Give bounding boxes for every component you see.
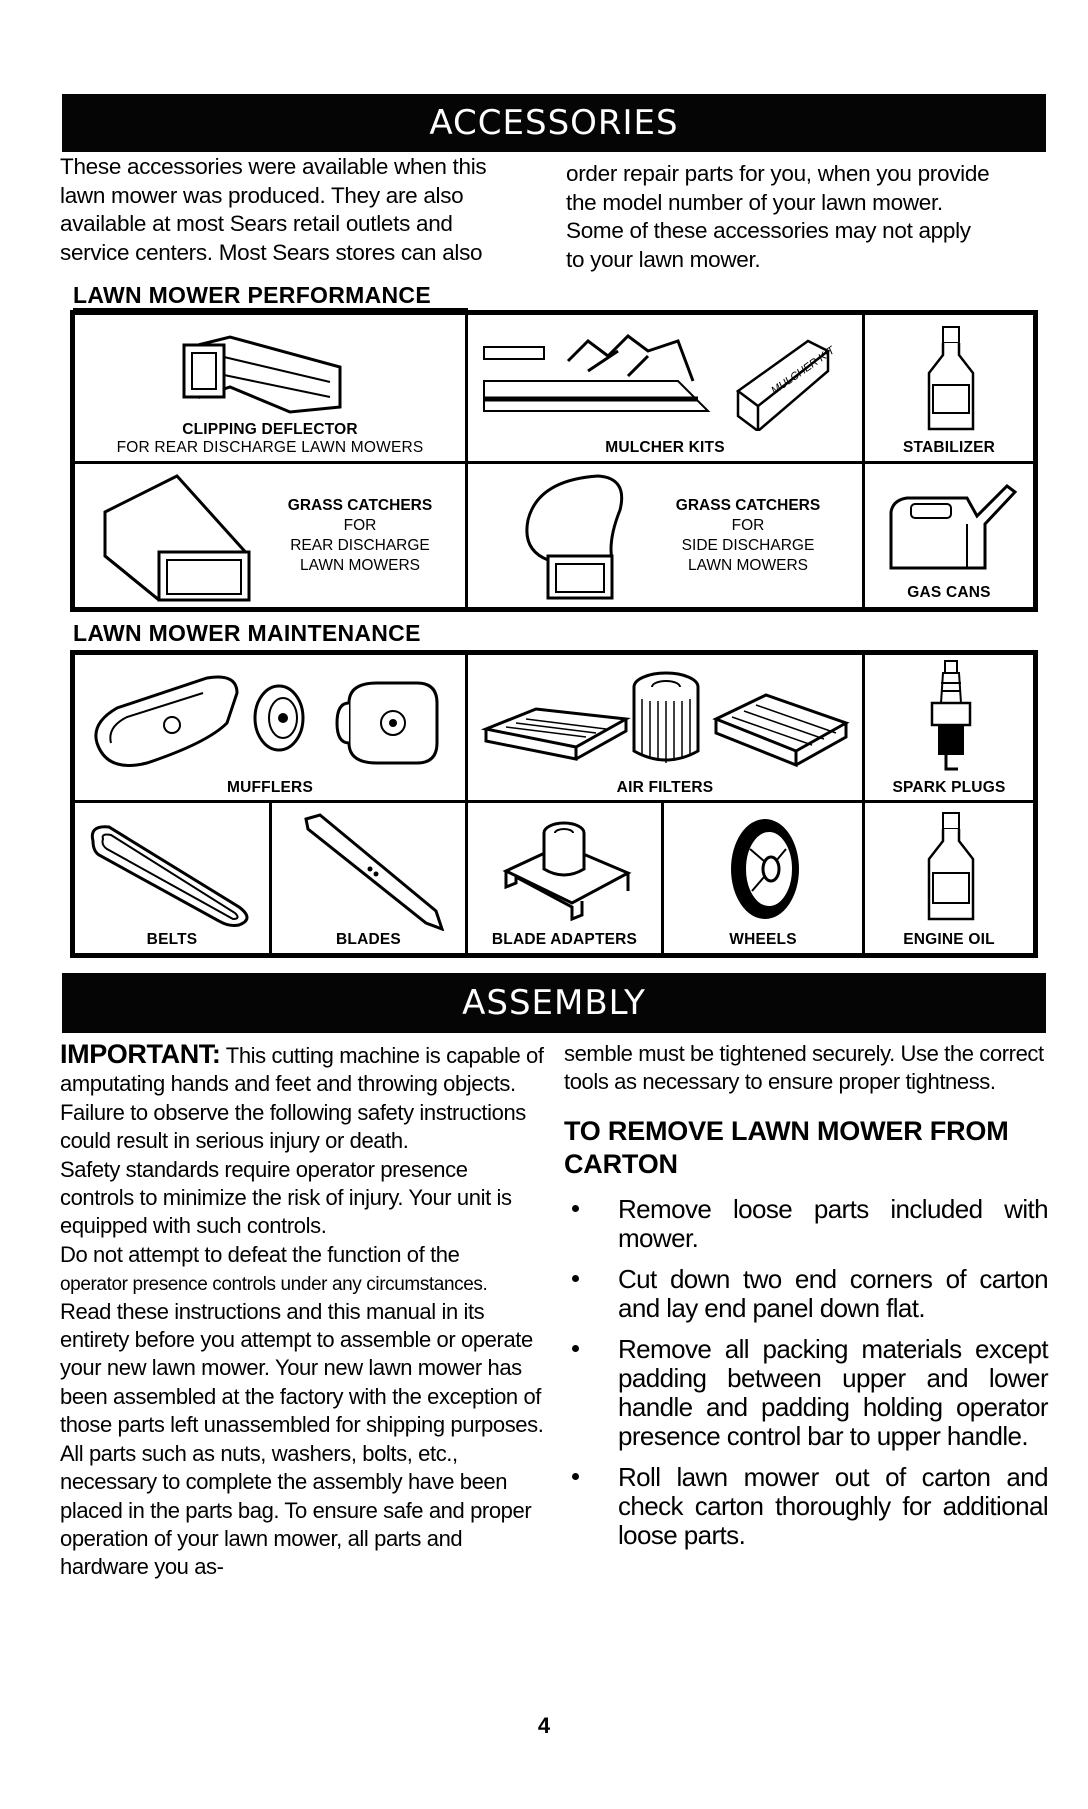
engine-oil-bottle-icon [921, 811, 981, 926]
accessories-banner [62, 94, 1046, 152]
mufflers-icon [87, 663, 457, 773]
removal-step-text: Remove all packing materials except padding between upper and lower handle and padding holding operator presence control bar to upper handle. [618, 1333, 1048, 1451]
grass-catchers-rear-line: FOR [343, 517, 377, 534]
stabilizer-bottle-icon [921, 325, 981, 435]
intro-left-line: These accessories were available when this [60, 154, 487, 179]
grass-catchers-side-line: FOR [731, 517, 765, 534]
defeat-paragraph [60, 1241, 545, 1298]
assembly-left-column [60, 1040, 545, 1582]
engine-oil-caption: ENGINE OIL [903, 931, 995, 948]
bullet-icon [572, 1345, 579, 1352]
bullet-icon [572, 1205, 579, 1212]
stabilizer-cell [863, 313, 1035, 463]
blade-adapters-cell [466, 801, 663, 955]
grass-catchers-rear-line: REAR DISCHARGE [290, 537, 430, 554]
grass-catchers-side-title: GRASS CATCHERS [675, 497, 821, 514]
blade-adapter-icon [492, 811, 642, 926]
wheel-icon [720, 809, 810, 929]
grass-catchers-rear-title: GRASS CATCHERS [287, 497, 433, 514]
air-filters-icon [476, 659, 856, 774]
intro-right-line: Some of these accessories may not apply [566, 218, 971, 243]
removal-step-text: Cut down two end corners of carton and lay end panel down flat. [618, 1263, 1048, 1323]
intro-right-line: to your lawn mower. [566, 246, 761, 272]
grass-catchers-side-line: LAWN MOWERS [688, 557, 808, 574]
mulcher-kits-icon [478, 321, 858, 431]
intro-left [60, 153, 540, 267]
belt-icon [79, 811, 269, 931]
removal-step-text: Roll lawn mower out of carton and check carton thoroughly for additional loose parts. [618, 1461, 1048, 1550]
bullet-icon [572, 1275, 579, 1282]
grass-catchers-side-cell [466, 462, 864, 609]
grass-catchers-rear-caption [260, 496, 460, 576]
blade-icon [286, 811, 456, 931]
mulcher-kit-box-label: MULCHER KIT [769, 344, 838, 398]
performance-grid [70, 310, 1038, 612]
assembly-banner [62, 973, 1046, 1033]
assembly-title: ASSEMBLY [462, 983, 646, 1023]
grass-catchers-side-caption [648, 496, 848, 576]
grass-catchers-rear-cell [73, 462, 467, 609]
belts-caption: BELTS [146, 931, 198, 948]
clipping-deflector-icon [170, 327, 370, 427]
grass-catchers-side-line: SIDE DISCHARGE [681, 537, 815, 554]
wheels-cell [662, 801, 864, 955]
mulcher-kits-caption: MULCHER KITS [605, 439, 725, 456]
removal-step [564, 1463, 1048, 1550]
stabilizer-caption: STABILIZER [902, 439, 996, 456]
continued-paragraph: semble must be tightened securely. Use the correct tools as necessary to ensure proper tightness. [564, 1041, 1044, 1095]
assembly-right-column [564, 1040, 1048, 1562]
wheels-caption: WHEELS [729, 931, 797, 948]
removal-steps-list [564, 1195, 1048, 1550]
engine-oil-cell [863, 801, 1035, 955]
intro-left-line: available at most Sears retail outlets and [60, 211, 453, 236]
mulcher-kits-cell [466, 313, 864, 463]
important-label: IMPORTANT: [60, 1039, 221, 1069]
clipping-deflector-cell [73, 313, 467, 463]
removal-step-text: Remove loose parts included with mower. [618, 1193, 1048, 1253]
read-instructions-paragraph: Read these instructions and this manual in its entirety before you attempt to assemble or operate your new lawn mower. Your new lawn mower has been assembled at the factory with the exception of those parts left unassembled for shipping purposes. All parts such as nuts, washers, bolts, etc., necessary to complete the assembly have been placed in the parts bag. To ensure safe and proper operation of your lawn mower, all parts and hardware you as- [60, 1298, 544, 1580]
belts-cell [73, 801, 271, 955]
remove-from-carton-heading: TO REMOVE LAWN MOWER FROM CARTON [564, 1115, 1009, 1179]
intro-right-line: the model number of your lawn mower. [566, 189, 943, 215]
important-text: This cutting machine is capable of amputating hands and feet and throwing objects. Failure to observe the following safety instructions could result in serious injury or death. [60, 1043, 544, 1154]
safety-paragraph: Safety standards require operator presence controls to minimize the risk of injury. Your unit is equipped with such controls. [60, 1156, 512, 1239]
air-filters-cell [466, 653, 864, 802]
rear-grass-catcher-icon [89, 472, 259, 607]
removal-step [564, 1265, 1048, 1323]
clipping-deflector-caption: CLIPPING DEFLECTOR [182, 421, 358, 438]
removal-step [564, 1335, 1048, 1451]
removal-step [564, 1195, 1048, 1253]
blades-caption: BLADES [336, 931, 401, 948]
mufflers-caption: MUFFLERS [227, 779, 313, 796]
intro-left-line: lawn mower was produced. They are also [60, 182, 464, 208]
spark-plugs-caption: SPARK PLUGS [892, 779, 1006, 796]
intro-right [566, 160, 1056, 274]
spark-plugs-cell [863, 653, 1035, 802]
bullet-icon [572, 1473, 579, 1480]
spark-plug-icon [926, 659, 976, 774]
gas-cans-caption: GAS CANS [907, 584, 991, 601]
maintenance-grid [70, 650, 1038, 958]
blades-cell [270, 801, 467, 955]
accessories-title: ACCESSORIES [429, 103, 679, 143]
air-filters-caption: AIR FILTERS [616, 779, 714, 796]
blade-adapters-caption: BLADE ADAPTERS [491, 931, 638, 948]
clipping-deflector-subcaption: FOR REAR DISCHARGE LAWN MOWERS [116, 439, 424, 456]
side-grass-catcher-icon [508, 470, 638, 605]
gas-can-icon [877, 472, 1027, 572]
defeat-text: Do not attempt to defeat the function of the [60, 1241, 460, 1267]
performance-label: LAWN MOWER PERFORMANCE [73, 282, 431, 308]
grass-catchers-rear-line: LAWN MOWERS [300, 557, 420, 574]
intro-left-line: service centers. Most Sears stores can also [60, 239, 483, 265]
mufflers-cell [73, 653, 467, 802]
page-number: 4 [537, 1713, 551, 1738]
maintenance-label: LAWN MOWER MAINTENANCE [73, 620, 421, 646]
intro-right-line: order repair parts for you, when you provide [566, 161, 990, 186]
gas-cans-cell [863, 462, 1035, 609]
defeat-small-text: operator presence controls under any circumstances. [60, 1274, 488, 1296]
important-paragraph [60, 1040, 545, 1156]
